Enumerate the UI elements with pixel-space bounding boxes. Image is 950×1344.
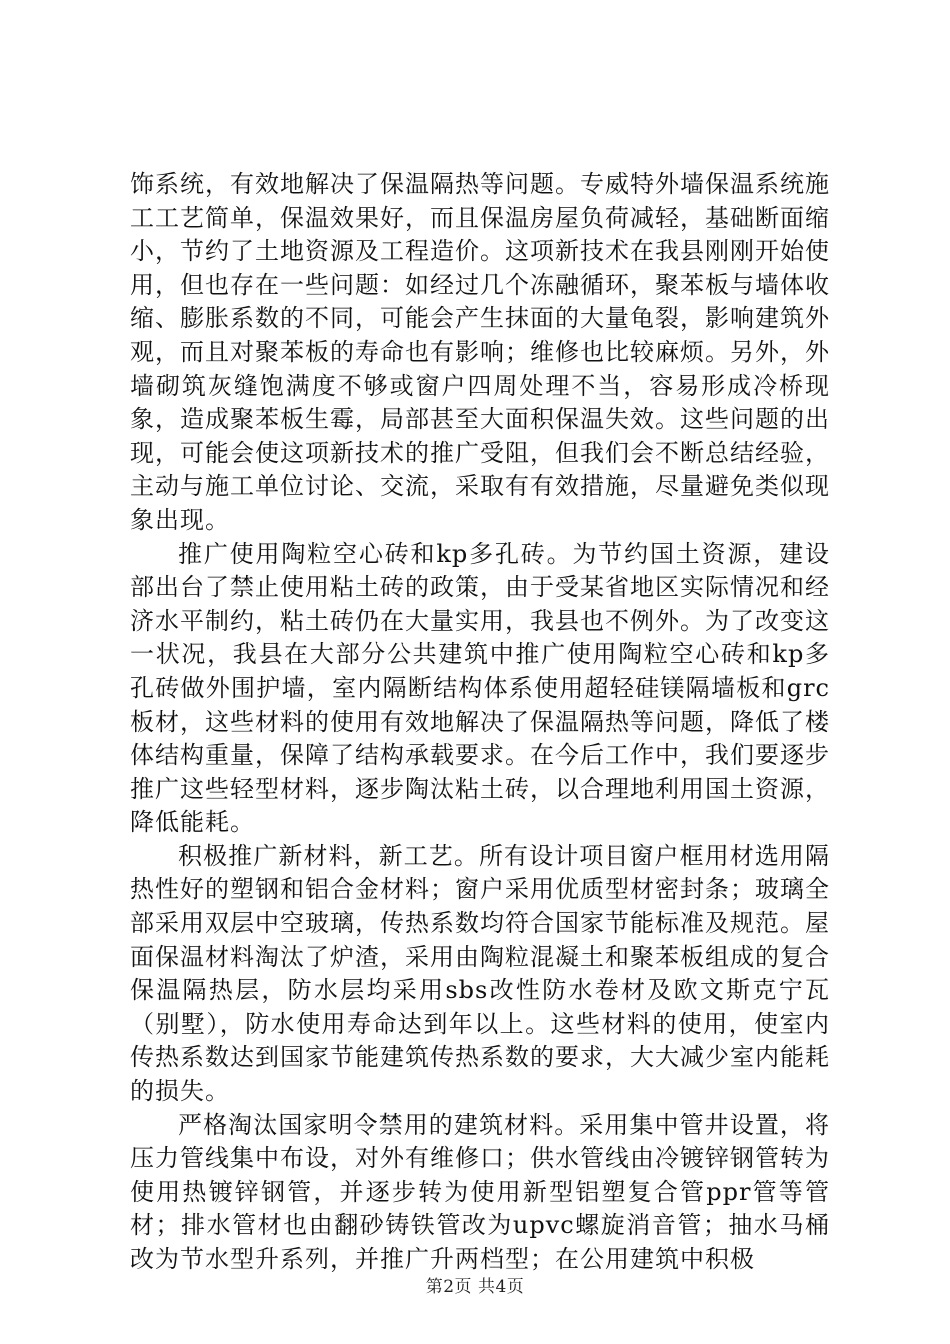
document-body	[130, 168, 830, 1277]
paragraph-new-materials: 积极推广新材料，新工艺。所有设计项目窗户框用材选用隔热性好的塑钢和铝合金材料；窗户采用优质型材密封条；玻璃全部采用双层中空玻璃，传热系数均符合国家节能标准及规范。屋面保温材料淘汰了炉渣，采用由陶粒混凝土和聚苯板组成的复合保温隔热层，防水层均采用sbs改性防水卷材及欧文斯克宁瓦（别墅），防水使用寿命达到年以上。这些材料的使用，使室内传热系数达到国家节能建筑传热系数的要求，大大减少室内能耗的损失。	[130, 841, 830, 1106]
paragraph-banned-materials: 严格淘汰国家明令禁用的建筑材料。采用集中管井设置，将压力管线集中布设，对外有维修口；供水管线由冷镀锌钢管转为使用热镀锌钢管，并逐步转为使用新型铝塑复合管ppr管等管材；排水管材也由翻砂铸铁管改为upvc螺旋消音管；抽水马桶改为节水型升系列，并推广升两档型；在公用建筑中积极	[130, 1110, 830, 1273]
paragraph-porous-brick: 推广使用陶粒空心砖和kp多孔砖。为节约国土资源，建设部出台了禁止使用粘土砖的政策，由于受某省地区实际情况和经济水平制约，粘土砖仍在大量实用，我县也不例外。为了改变这一状况，我县在大部分公共建筑中推广使用陶粒空心砖和kp多孔砖做外围护墙，室内隔断结构体系使用超轻硅镁隔墙板和grc板材，这些材料的使用有效地解决了保温隔热等问题，降低了楼体结构重量，保障了结构承载要求。在今后工作中，我们要逐步推广这些轻型材料，逐步陶汰粘土砖，以合理地利用国土资源，降低能耗。	[130, 539, 830, 837]
paragraph-continuation: 饰系统，有效地解决了保温隔热等问题。专威特外墙保温系统施工工艺简单，保温效果好，而且保温房屋负荷减轻，基础断面缩小，节约了土地资源及工程造价。这项新技术在我县刚刚开始使用，但也存在一些问题：如经过几个冻融循环，聚苯板与墙体收缩、膨胀系数的不同，可能会产生抹面的大量龟裂，影响建筑外观，而且对聚苯板的寿命也有影响；维修也比较麻烦。另外，外墙砌筑灰缝饱满度不够或窗户四周处理不当，容易形成冷桥现象，造成聚苯板生霉，局部甚至大面积保温失效。这些问题的出现，可能会使这项新技术的推广受阻，但我们会不断总结经验，主动与施工单位讨论、交流，采取有有效措施，尽量避免类似现象出现。	[130, 170, 830, 534]
page-number-footer: 第2页 共4页	[425, 1277, 525, 1297]
